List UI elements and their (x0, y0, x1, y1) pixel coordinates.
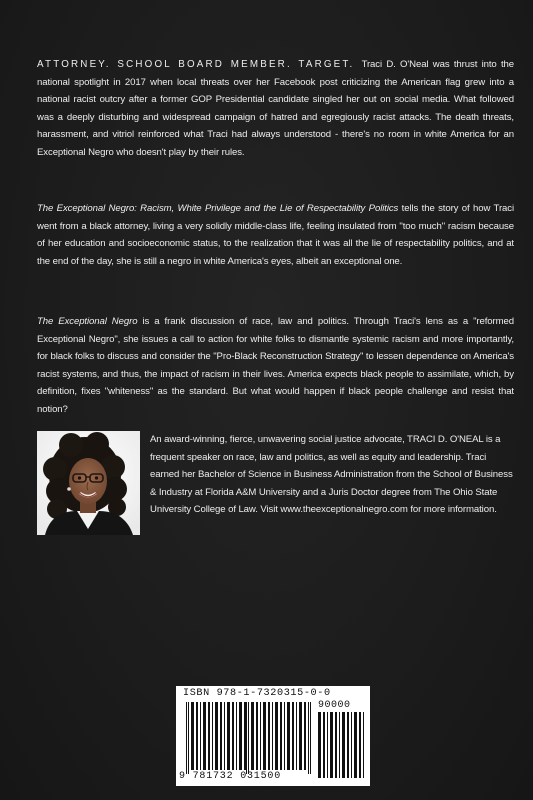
paragraph-3-body: is a frank discussion of race, law and politics. Through Traci's lens as a "reformed Exceptional Negro", she issues a call to action for white folks to dismantle systemic racism and more importantly, for black folks to discuss and consider the "Pro-Black Reconstruction Strategy" to lessen dependence on America's racist systems, and thus, the impact of racism in their lives. America expects black people to assimilate, which, by definition, fixes "whiteness" as the standard. But what would happen if black people challenge and resist that notion? (37, 316, 514, 415)
book-full-title: The Exceptional Negro: Racism, White Privilege and the Lie of Respectability Politics (37, 203, 399, 214)
isbn-barcode (176, 686, 370, 786)
author-bio: An award-winning, fierce, unwavering social justice advocate, TRACI D. O'NEAL is a frequent speaker on race, law and politics, as well as equity and leadership. Traci earned her Bachelor of Science in Business Administration from the School of Business & Industry at Florida A&M University and a Juris Doctor degree from The Ohio State University College of Law. Visit www.theexceptionalnegro.com for more information. (150, 434, 513, 516)
book-short-title: The Exceptional Negro (37, 316, 138, 327)
description-paragraph-2 (37, 200, 514, 270)
description-paragraph-1 (37, 56, 514, 162)
author-photo (37, 431, 140, 535)
paragraph-1-body: Traci D. O'Neal was thrust into the national spotlight in 2017 when local threats over her Facebook post criticizing the American flag grew into a national racist outcry after a former GOP Presidential candidate singled her out on social media. What followed was a deeply disturbing and widespread campaign of hatred and egregiously racist attacks. The death threats, harassment, and vitriol reinforced what Traci had always understood - there's no room in white America for an Exceptional Negro who doesn't play by their rules. (37, 59, 514, 158)
ean-digits: 9 781732 031500 (179, 771, 282, 782)
paragraph-2-body: tells the story of how Traci went from a black attorney, living a very solidly middle-class life, feeling insulated from "too much" racism because of her education and socioeconomic status, to the realization that it was all the lie of respectability politics, and at the end of the day, she is still a negro in white America's eyes, albeit an exceptional one. (37, 203, 515, 267)
isbn-label: ISBN 978-1-7320315-0-0 (183, 688, 331, 699)
description-paragraph-3 (37, 313, 514, 419)
tagline: ATTORNEY. SCHOOL BOARD MEMBER. TARGET. (37, 59, 355, 70)
author-portrait-image (37, 431, 140, 535)
price-code: 90000 (318, 700, 351, 711)
